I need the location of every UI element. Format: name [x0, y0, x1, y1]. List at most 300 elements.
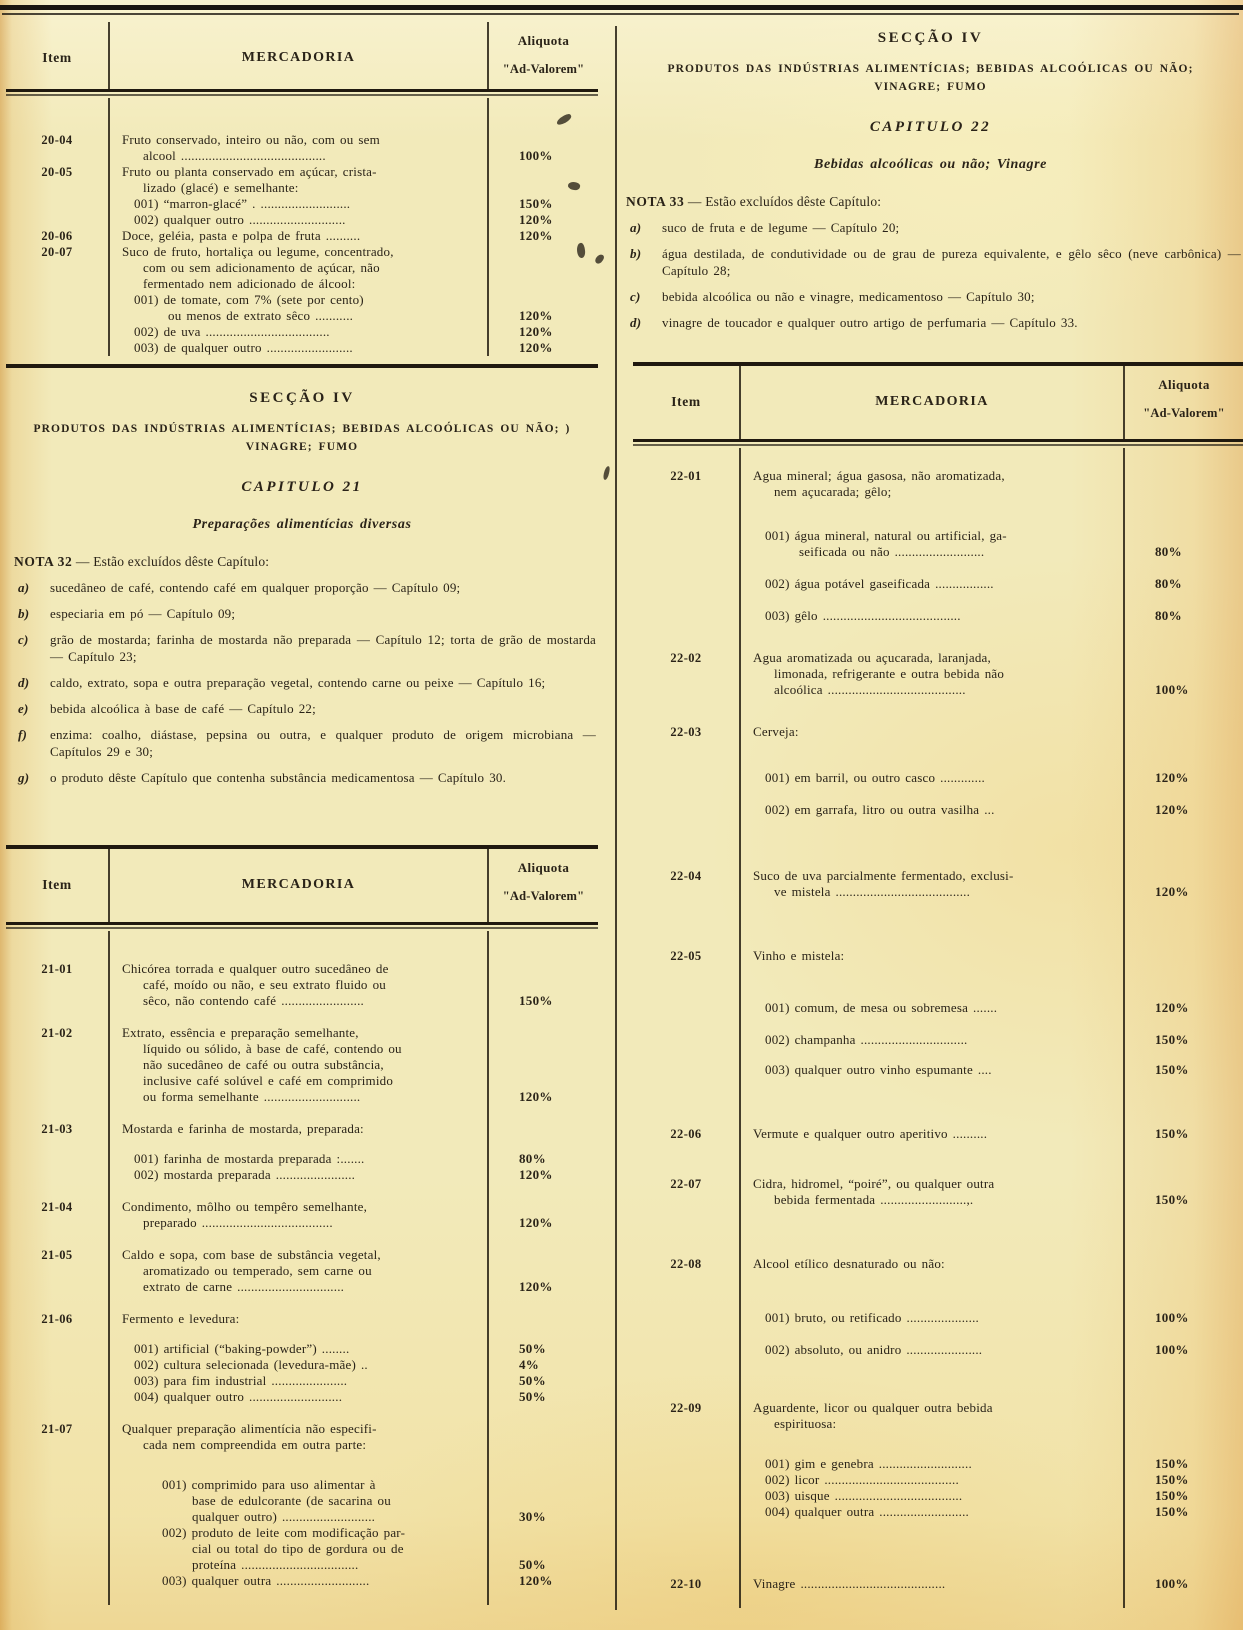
- table-line: [6, 1327, 598, 1357]
- item-code: 22-07: [670, 1177, 702, 1191]
- note-text: bebida alcoólica ou não e vinagre, medicamentoso — Capítulo 30;: [662, 289, 1035, 304]
- mercadoria-text: 001) gim e genebra ...........................: [739, 1432, 1125, 1472]
- item-code: [633, 1272, 739, 1326]
- section-subtitle: [618, 47, 1243, 96]
- rate-value: 80%: [1155, 544, 1182, 559]
- table-line: [633, 884, 1243, 900]
- col-header-item: Item: [671, 394, 701, 409]
- table-line: [633, 1504, 1243, 1520]
- rate-value: [489, 98, 598, 148]
- mercadoria-text: 001) água mineral, natural ou artificial, ga-: [739, 500, 1125, 544]
- item-code: [633, 682, 739, 698]
- note-text: o produto dêste Capítulo que contenha substância medicamentosa — Capítulo 30.: [50, 770, 507, 785]
- rate-value: 150%: [519, 196, 553, 211]
- rate-value: [489, 1231, 598, 1263]
- ad-valorem-label: "Ad-Valorem": [502, 62, 585, 76]
- item-code: [6, 1509, 108, 1525]
- item-code: 22-05: [670, 949, 702, 963]
- table-line: [6, 148, 598, 164]
- item-code: 20-05: [41, 165, 73, 179]
- rate-value: 150%: [1155, 1504, 1189, 1519]
- rate-value: [1125, 1208, 1243, 1272]
- mercadoria-text: 002) licor .......................................: [739, 1472, 1125, 1488]
- table-line: [6, 1541, 598, 1557]
- table-line: [633, 1416, 1243, 1432]
- item-code: [633, 1592, 739, 1608]
- note-letter: b): [630, 246, 642, 261]
- table-header-row: [6, 849, 598, 925]
- rate-value: 50%: [519, 1373, 546, 1388]
- table-line: [6, 1105, 598, 1137]
- table-line: [6, 931, 598, 977]
- table-line: [6, 1167, 598, 1183]
- col-header-aliquota: [489, 849, 598, 922]
- rate-value: [489, 1405, 598, 1437]
- item-code: [633, 1416, 739, 1432]
- item-code: [633, 544, 739, 560]
- aliquota-label: Aliquota: [517, 33, 570, 48]
- mercadoria-text: 003) gêlo ........................................: [739, 592, 1125, 624]
- aliquota-label: Aliquota: [517, 860, 570, 875]
- table-line: [633, 964, 1243, 1016]
- mercadoria-text: líquido ou sólido, à base de café, contendo ou: [108, 1041, 489, 1057]
- table-line: [633, 592, 1243, 624]
- column-divider-line: [615, 26, 617, 1610]
- rate-value: 120%: [519, 324, 553, 339]
- item-code: [633, 964, 739, 1016]
- mercadoria-text: 004) qualquer outro ...........................: [108, 1389, 489, 1405]
- item-code: [633, 1016, 739, 1048]
- item-code: [6, 340, 108, 356]
- exclusion-note: [6, 579, 598, 596]
- item-code: [6, 1541, 108, 1557]
- item-code: [633, 1472, 739, 1488]
- rate-value: 120%: [519, 308, 553, 323]
- col-header-mercadoria: MERCADORIA: [108, 849, 489, 922]
- mercadoria-text: 002) cultura selecionada (levedura-mãe) ..: [108, 1357, 489, 1373]
- col-header-item: Item: [42, 877, 72, 892]
- exclusion-notes: [6, 579, 598, 786]
- mercadoria-text: inclusive café solúvel e café em comprimido: [108, 1073, 489, 1089]
- mercadoria-text: Alcool etílico desnaturado ou não:: [739, 1208, 1125, 1272]
- note-letter: a): [18, 580, 30, 595]
- item-code: [6, 212, 108, 228]
- mercadoria-text: 001) bruto, ou retificado .....................: [739, 1272, 1125, 1326]
- item-code: 21-05: [41, 1248, 73, 1262]
- rate-value: [489, 1493, 598, 1509]
- rate-value: [1125, 484, 1243, 500]
- item-code: [6, 324, 108, 340]
- item-code: [633, 666, 739, 682]
- item-code: [633, 500, 739, 544]
- mercadoria-text: 004) qualquer outra ..........................: [739, 1504, 1125, 1520]
- mercadoria-text: 003) qualquer outro vinho espumante ....: [739, 1048, 1125, 1078]
- rate-value: 50%: [519, 1389, 546, 1404]
- rate-value: 80%: [1155, 608, 1182, 623]
- note-letter: c): [630, 289, 641, 304]
- section-subtitle-line2: VINAGRE; FUMO: [245, 441, 359, 453]
- note-text: vinagre de toucador e qualquer outro artigo de perfumaria — Capítulo 33.: [662, 315, 1078, 330]
- table-line: [633, 1078, 1243, 1142]
- chapter-subtitle: Bebidas alcoólicas ou não; Vinagre: [814, 157, 1047, 172]
- exclusion-note: [6, 605, 598, 622]
- item-code: 21-06: [41, 1312, 73, 1326]
- item-code: [633, 786, 739, 818]
- rate-value: [1125, 500, 1243, 544]
- mercadoria-text: não sucedâneo de café ou outra substância,: [108, 1057, 489, 1073]
- item-code: [6, 1327, 108, 1357]
- table-chapter-20: [6, 22, 598, 368]
- mercadoria-text: 001) em barril, ou outro casco .............: [739, 740, 1125, 786]
- item-code: [6, 1437, 108, 1453]
- rate-value: [1125, 698, 1243, 740]
- table-line: [633, 448, 1243, 484]
- mercadoria-text: 003) uisque .....................................: [739, 1488, 1125, 1504]
- col-header-item: Item: [42, 50, 72, 65]
- item-code: [633, 560, 739, 592]
- page-top-rule: [0, 5, 1243, 10]
- table-line: [6, 1089, 598, 1105]
- item-code: [6, 1557, 108, 1573]
- table-line: [6, 1373, 598, 1389]
- exclusion-note: [6, 769, 598, 786]
- item-code: [6, 1589, 108, 1605]
- rate-value: [1125, 624, 1243, 666]
- item-code: [6, 292, 108, 308]
- table-line: [633, 1488, 1243, 1504]
- mercadoria-text: Cerveja:: [739, 698, 1125, 740]
- col-header-mercadoria: MERCADORIA: [739, 366, 1125, 439]
- item-code: [6, 993, 108, 1009]
- table-line: [6, 180, 598, 196]
- mercadoria-text: proteína ..................................: [108, 1557, 489, 1573]
- table-line: [633, 666, 1243, 682]
- mercadoria-text: fermentado nem adicionado de álcool:: [108, 276, 489, 292]
- rate-value: [1125, 1416, 1243, 1432]
- rate-value: [489, 1105, 598, 1137]
- table-line: [6, 308, 598, 324]
- table-line: [6, 1557, 598, 1573]
- mercadoria-text: Vermute e qualquer outro aperitivo ..........: [739, 1078, 1125, 1142]
- item-code: [633, 1488, 739, 1504]
- item-code: [633, 1504, 739, 1520]
- nota-label: NOTA 32: [14, 554, 73, 569]
- item-code: [6, 1279, 108, 1295]
- table-line: [633, 1016, 1243, 1048]
- mercadoria-text: ou menos de extrato sêco ...........: [108, 308, 489, 324]
- mercadoria-text: alcoólica ........................................: [739, 682, 1125, 698]
- table-line: [6, 1525, 598, 1541]
- item-code: [6, 1073, 108, 1089]
- table-body: [6, 929, 598, 1605]
- section-title: SECÇÃO IV: [877, 30, 984, 46]
- item-code: [6, 276, 108, 292]
- note-letter: a): [630, 220, 642, 235]
- rate-value: [489, 180, 598, 196]
- rate-value: [1125, 666, 1243, 682]
- note-letter: d): [18, 675, 30, 690]
- table-line: [633, 698, 1243, 740]
- mercadoria-text: 002) em garrafa, litro ou outra vasilha ...: [739, 786, 1125, 818]
- table-header-row: [633, 366, 1243, 442]
- mercadoria-text: sêco, não contendo café ........................: [108, 993, 489, 1009]
- mercadoria-text: 003) para fim industrial ......................: [108, 1373, 489, 1389]
- rate-value: 120%: [519, 1167, 553, 1182]
- mercadoria-text: Agua aromatizada ou açucarada, laranjada,: [739, 624, 1125, 666]
- mercadoria-text: 002) champanha ...............................: [739, 1016, 1125, 1048]
- table-line: [633, 544, 1243, 560]
- item-code: [6, 1137, 108, 1167]
- table-line: [6, 98, 598, 148]
- section-subtitle-line1: PRODUTOS DAS INDÚSTRIAS ALIMENTÍCIAS; BEBIDAS ALCOÓLICAS OU NÃO; ): [33, 423, 571, 435]
- rate-value: 100%: [1155, 1342, 1189, 1357]
- rate-value: [489, 1295, 598, 1327]
- rate-value: 120%: [519, 1215, 553, 1230]
- mercadoria-text: Cidra, hidromel, “poiré”, ou qualquer outra: [739, 1142, 1125, 1192]
- mercadoria-text: Condimento, môlho ou tempêro semelhante,: [108, 1183, 489, 1215]
- mercadoria-text: Mostarda e farinha de mostarda, preparada:: [108, 1105, 489, 1137]
- mercadoria-text: seificada ou não ..........................: [739, 544, 1125, 560]
- item-code: 21-02: [41, 1026, 73, 1040]
- table-line: [6, 1405, 598, 1437]
- item-code: 20-06: [41, 229, 73, 243]
- mercadoria-text: [108, 1589, 489, 1605]
- mercadoria-text: 001) de tomate, com 7% (sete por cento): [108, 292, 489, 308]
- rate-value: 100%: [1155, 1310, 1189, 1325]
- nota-label: NOTA 33: [626, 194, 685, 209]
- item-code: [633, 592, 739, 624]
- col-header-aliquota: [1125, 366, 1243, 439]
- rate-value: [1125, 448, 1243, 484]
- table-line: [6, 1437, 598, 1453]
- exclusion-note: [618, 219, 1243, 236]
- rate-value: 50%: [519, 1557, 546, 1572]
- rate-value: [1125, 1358, 1243, 1416]
- table-line: [633, 1142, 1243, 1192]
- mercadoria-text: alcool ..........................................: [108, 148, 489, 164]
- table-line: [633, 1192, 1243, 1208]
- item-code: [6, 180, 108, 196]
- table-line: [6, 993, 598, 1009]
- table-line: [6, 1183, 598, 1215]
- table-line: [633, 560, 1243, 592]
- rate-value: 150%: [1155, 1062, 1189, 1077]
- table-line: [6, 1073, 598, 1089]
- mercadoria-text: com ou sem adicionamento de açúcar, não: [108, 260, 489, 276]
- ad-valorem-label: "Ad-Valorem": [502, 889, 585, 903]
- item-code: [6, 1389, 108, 1405]
- item-code: [6, 1263, 108, 1279]
- rate-value: [489, 977, 598, 993]
- mercadoria-text: limonada, refrigerante e outra bebida não: [739, 666, 1125, 682]
- rate-value: [489, 1437, 598, 1453]
- item-code: [633, 1326, 739, 1358]
- table-line: [6, 1573, 598, 1589]
- nota-line: [618, 173, 1243, 210]
- ink-smudge: [603, 466, 611, 481]
- rate-value: [489, 1073, 598, 1089]
- mercadoria-text: Fermento e levedura:: [108, 1295, 489, 1327]
- item-code: [633, 1192, 739, 1208]
- nota-text: — Estão excluídos dêste Capítulo:: [75, 554, 270, 569]
- mercadoria-text: Caldo e sopa, com base de substância vegetal,: [108, 1231, 489, 1263]
- table-line: [6, 244, 598, 260]
- table-line: [633, 1358, 1243, 1416]
- item-code: 22-02: [670, 651, 702, 665]
- item-code: [6, 1057, 108, 1073]
- item-code: [633, 884, 739, 900]
- mercadoria-text: 002) água potável gaseificada .................: [739, 560, 1125, 592]
- table-line: [6, 1357, 598, 1373]
- mercadoria-text: 002) produto de leite com modificação par-: [108, 1525, 489, 1541]
- right-column: [618, 20, 1243, 1630]
- col-header-mercadoria: MERCADORIA: [108, 22, 489, 89]
- rate-value: 80%: [519, 1151, 546, 1166]
- exclusion-note: [6, 726, 598, 760]
- table-line: [6, 164, 598, 180]
- rate-value: [1125, 818, 1243, 884]
- mercadoria-text: ou forma semelhante ............................: [108, 1089, 489, 1105]
- note-text: grão de mostarda; farinha de mostarda não preparada — Capítulo 12; torta de grão de mostarda — Capítulo 23;: [50, 632, 596, 664]
- item-code: 20-07: [41, 245, 73, 259]
- table-body: [6, 96, 598, 356]
- table-chapter-22: [633, 362, 1243, 1608]
- mercadoria-text: bebida fermentada .........................,.: [739, 1192, 1125, 1208]
- mercadoria-text: Vinagre ..........................................: [739, 1520, 1125, 1592]
- nota-text: — Estão excluídos dêste Capítulo:: [687, 194, 882, 209]
- table-line: [6, 324, 598, 340]
- rate-value: [1125, 1142, 1243, 1192]
- item-code: [6, 196, 108, 212]
- chapter-title: CAPITULO 21: [241, 479, 363, 495]
- rate-value: 120%: [1155, 770, 1189, 785]
- mercadoria-text: Fruto ou planta conservado em açúcar, crista-: [108, 164, 489, 180]
- note-text: enzima: coalho, diástase, pepsina ou outra, e qualquer produto de origem microbiana — Capítulos 29 e 30;: [50, 727, 596, 759]
- table-line: [6, 196, 598, 212]
- table-line: [6, 1295, 598, 1327]
- rate-value: 100%: [519, 148, 553, 163]
- note-text: especiaria em pó — Capítulo 09;: [50, 606, 236, 621]
- item-code: [6, 1493, 108, 1509]
- mercadoria-text: Suco de uva parcialmente fermentado, exclusi-: [739, 818, 1125, 884]
- item-code: 22-08: [670, 1257, 702, 1271]
- exclusion-note: [618, 314, 1243, 331]
- table-line: [6, 260, 598, 276]
- table-line: [633, 624, 1243, 666]
- mercadoria-text: preparado ......................................: [108, 1215, 489, 1231]
- mercadoria-text: lizado (glacé) e semelhante:: [108, 180, 489, 196]
- note-letter: c): [18, 632, 29, 647]
- item-code: 22-10: [670, 1577, 702, 1591]
- table-line: [633, 500, 1243, 544]
- exclusion-note: [618, 288, 1243, 305]
- mercadoria-text: qualquer outro) ...........................: [108, 1509, 489, 1525]
- item-code: 22-09: [670, 1401, 702, 1415]
- rate-value: 120%: [519, 1279, 553, 1294]
- mercadoria-text: extrato de carne ...............................: [108, 1279, 489, 1295]
- rate-value: [489, 1589, 598, 1605]
- exclusion-notes: [618, 219, 1243, 331]
- table-line: [633, 682, 1243, 698]
- item-code: [6, 1373, 108, 1389]
- table-line: [6, 276, 598, 292]
- rate-value: [1125, 1592, 1243, 1608]
- table-chapter-21: [6, 845, 598, 1605]
- table-line: [633, 1326, 1243, 1358]
- table-line: [633, 818, 1243, 884]
- rate-value: 150%: [1155, 1126, 1189, 1141]
- rate-value: 4%: [519, 1357, 540, 1372]
- item-code: [633, 484, 739, 500]
- rate-value: 150%: [1155, 1032, 1189, 1047]
- aliquota-label: Aliquota: [1158, 377, 1210, 392]
- chapter-title: CAPITULO 22: [869, 119, 992, 135]
- item-code: 22-03: [670, 725, 702, 739]
- table-line: [6, 1589, 598, 1605]
- mercadoria-text: 003) qualquer outra ...........................: [108, 1573, 489, 1589]
- item-code: 21-03: [41, 1122, 73, 1136]
- rate-value: 150%: [1155, 1456, 1189, 1471]
- note-letter: g): [18, 770, 30, 785]
- item-code: 21-01: [41, 962, 73, 976]
- table-line: [633, 1048, 1243, 1078]
- rate-value: [489, 1525, 598, 1541]
- rate-value: 120%: [519, 1573, 553, 1588]
- rate-value: 120%: [1155, 802, 1189, 817]
- table-line: [633, 484, 1243, 500]
- rate-value: 80%: [1155, 576, 1182, 591]
- note-text: bebida alcoólica à base de café — Capítulo 22;: [50, 701, 316, 716]
- item-code: [6, 1041, 108, 1057]
- note-text: caldo, extrato, sopa e outra preparação vegetal, contendo carne ou peixe — Capítulo 16;: [50, 675, 546, 690]
- exclusion-note: [6, 700, 598, 717]
- mercadoria-text: 001) comum, de mesa ou sobremesa .......: [739, 964, 1125, 1016]
- mercadoria-text: base de edulcorante (de sacarina ou: [108, 1493, 489, 1509]
- item-code: [6, 1089, 108, 1105]
- rate-value: 120%: [519, 212, 553, 227]
- mercadoria-text: Agua mineral; água gasosa, não aromatizada,: [739, 448, 1125, 484]
- mercadoria-text: aromatizado ou temperado, sem carne ou: [108, 1263, 489, 1279]
- mercadoria-text: Aguardente, licor ou qualquer outra bebida: [739, 1358, 1125, 1416]
- item-code: [6, 1167, 108, 1183]
- mercadoria-text: Fruto conservado, inteiro ou não, com ou sem: [108, 98, 489, 148]
- rate-value: 120%: [519, 1089, 553, 1104]
- nota-line: [6, 533, 598, 570]
- table-line: [633, 1592, 1243, 1608]
- table-line: [6, 1057, 598, 1073]
- rate-value: [489, 1541, 598, 1557]
- note-text: água destilada, de condutividade ou de grau de pureza equivalente, e gêlo sêco (neve carbônica) — Capítulo 28;: [662, 246, 1241, 278]
- mercadoria-text: café, moído ou não, e seu extrato fluido ou: [108, 977, 489, 993]
- rate-value: [489, 1041, 598, 1057]
- table-line: [6, 1263, 598, 1279]
- table-line: [633, 740, 1243, 786]
- table-line: [6, 212, 598, 228]
- rate-value: [489, 292, 598, 308]
- mercadoria-text: ve mistela .......................................: [739, 884, 1125, 900]
- rate-value: 120%: [519, 340, 553, 355]
- mercadoria-text: 002) mostarda preparada .......................: [108, 1167, 489, 1183]
- exclusion-note: [6, 674, 598, 691]
- table-line: [633, 1520, 1243, 1592]
- rate-value: [489, 931, 598, 977]
- rate-value: 150%: [519, 993, 553, 1008]
- item-code: [6, 1357, 108, 1373]
- rate-value: [489, 164, 598, 180]
- section-heading-cap22: [618, 20, 1243, 331]
- note-letter: d): [630, 315, 642, 330]
- mercadoria-text: 002) de uva ....................................: [108, 324, 489, 340]
